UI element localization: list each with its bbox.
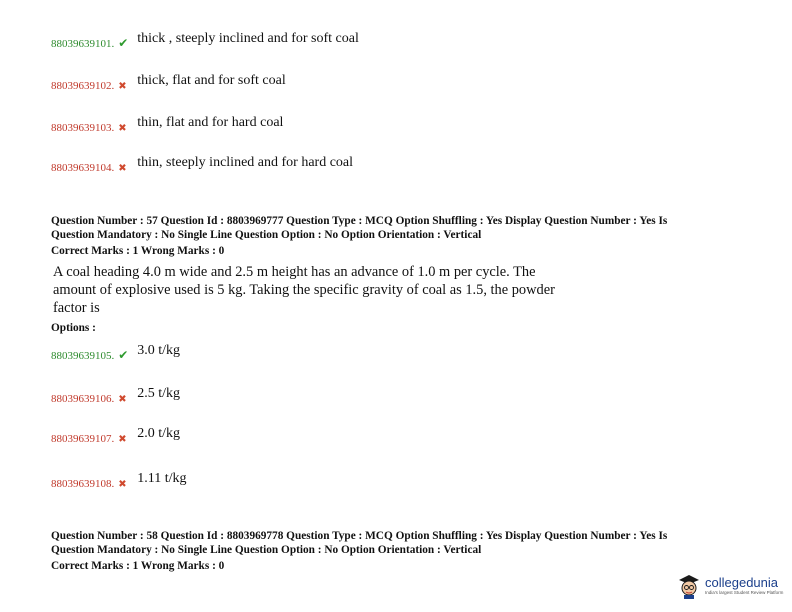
stem-line: amount of explosive used is 5 kg. Taking the specific gravity of coal as 1.5, the powder <box>53 282 555 298</box>
brand-tagline: India's largest Student Review Platform <box>705 590 784 595</box>
option-id: 88039639102. <box>51 80 115 92</box>
meta-line: Question Number : 57 Question Id : 8803969777 Question Type : MCQ Option Shuffling : Yes Display Question Number : Yes Is <box>51 215 668 227</box>
cross-icon: ✖ <box>118 123 127 134</box>
option-id: 88039639101. <box>51 38 115 50</box>
option-text: thick , steeply inclined and for soft coal <box>137 31 359 46</box>
meta-line: Question Mandatory : No Single Line Question Option : No Option Orientation : Vertical <box>51 229 482 241</box>
question-stem <box>53 263 613 317</box>
cross-icon: ✖ <box>118 479 127 490</box>
option-id: 88039639107. <box>51 433 115 445</box>
question-meta <box>51 529 731 573</box>
option-row <box>51 471 187 491</box>
collegedunia-logo[interactable] <box>677 568 787 604</box>
option-id: 88039639105. <box>51 350 115 362</box>
option-id: 88039639106. <box>51 393 115 405</box>
marks-line: Correct Marks : 1 Wrong Marks : 0 <box>51 560 225 572</box>
brand-name: collegedunia <box>705 575 779 590</box>
options-label: Options : <box>51 322 96 334</box>
cross-icon: ✖ <box>118 81 127 92</box>
option-row <box>51 155 353 175</box>
check-icon: ✔ <box>118 348 129 362</box>
student-mascot-icon <box>677 573 701 599</box>
option-text: thick, flat and for soft coal <box>137 73 286 88</box>
option-id: 88039639108. <box>51 478 115 490</box>
option-text: 3.0 t/kg <box>137 343 181 358</box>
question-meta <box>51 214 731 258</box>
cross-icon: ✖ <box>118 434 127 445</box>
check-icon: ✔ <box>118 36 129 50</box>
stem-line: factor is <box>53 300 100 316</box>
option-id: 88039639104. <box>51 162 115 174</box>
option-text: thin, flat and for hard coal <box>137 115 284 130</box>
option-row <box>51 73 286 93</box>
option-row <box>51 343 180 363</box>
meta-line: Question Mandatory : No Single Line Question Option : No Option Orientation : Vertical <box>51 544 482 556</box>
option-row <box>51 31 359 51</box>
option-text: 2.0 t/kg <box>137 426 181 441</box>
cross-icon: ✖ <box>118 163 127 174</box>
option-id: 88039639103. <box>51 122 115 134</box>
cross-icon: ✖ <box>118 394 127 405</box>
option-text: thin, steeply inclined and for hard coal <box>137 155 354 170</box>
stem-line: A coal heading 4.0 m wide and 2.5 m height has an advance of 1.0 m per cycle. The <box>53 264 536 280</box>
option-row <box>51 115 283 135</box>
option-text: 1.11 t/kg <box>137 471 187 486</box>
option-text: 2.5 t/kg <box>137 386 181 401</box>
marks-line: Correct Marks : 1 Wrong Marks : 0 <box>51 245 225 257</box>
meta-line: Question Number : 58 Question Id : 8803969778 Question Type : MCQ Option Shuffling : Yes Display Question Number : Yes Is <box>51 530 668 542</box>
option-row <box>51 386 180 406</box>
option-row <box>51 426 180 446</box>
